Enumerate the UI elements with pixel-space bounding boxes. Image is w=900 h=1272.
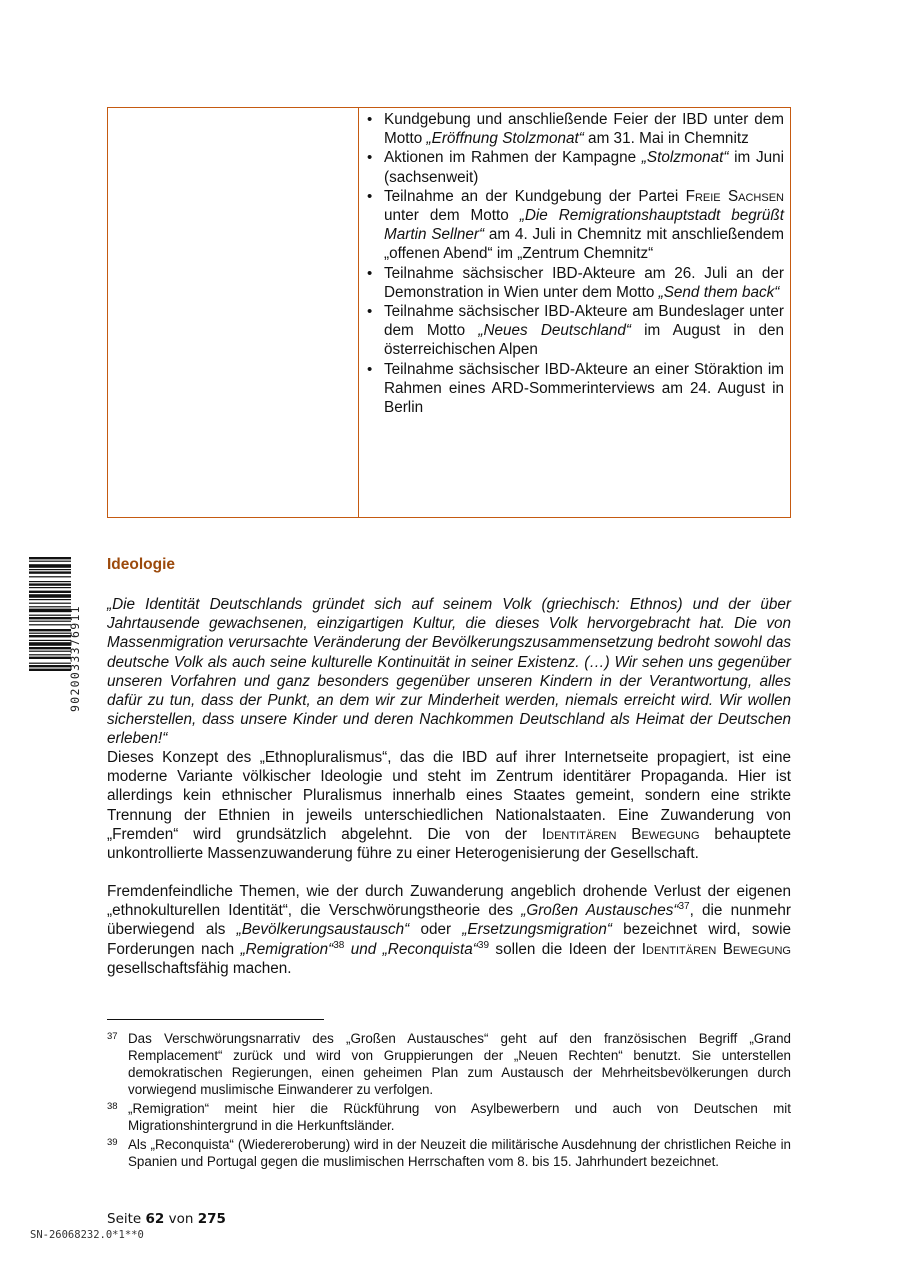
barcode-bar — [29, 615, 71, 616]
barcode-bar — [29, 569, 71, 570]
barcode-bar — [29, 599, 71, 600]
org-name: Identitären Bewegung — [641, 940, 791, 958]
paragraph-ethnopluralism: Dieses Konzept des „Ethnopluralismus“, das die IBD auf ihrer Internetseite propagiert, ist eine moderne Variante völkischer Ideologie und steht im Zentrum identitärer Propaganda. Hier ist allerdings kein ethnischer Pluralismus innerhalb eines Staates gemeint, sondern eine strikte Trennung der Ethnien in jeweils unterschiedlichen Nationalstaaten. Eine Zuwanderung von „Fremden“ wird grundsätzlich abgelehnt. Die von der Identitären Bewegung behauptete unkontrollierte Massenzuwanderung führe zu einer Heterogenisierung der Gesellschaft. — [107, 749, 791, 863]
barcode-bar — [29, 647, 71, 649]
page-number: Seite 62 von 275 — [107, 1211, 226, 1227]
barcode-bar — [29, 603, 71, 604]
barcode-bar — [29, 642, 71, 646]
footnote-ref-38[interactable]: 38 — [333, 939, 345, 951]
event-item: • Kundgebung und anschließende Feier der IBD unter dem Motto „Eröffnung Stolzmonat“ am 31. Mai in Chemnitz — [367, 110, 784, 148]
barcode-bar — [29, 624, 71, 625]
barcode-bar — [29, 629, 71, 631]
barcode-bar — [29, 635, 71, 637]
barcode-bar — [29, 591, 71, 593]
barcode-bar — [29, 581, 71, 582]
barcode-bar — [29, 587, 71, 588]
barcode-bar — [29, 657, 71, 659]
footnotes — [107, 1030, 791, 1172]
barcode — [29, 557, 71, 707]
footnote-38: 38 „Remigration“ meint hier die Rückführung von Asylbewerbern und auch von Deutschen mit Migrationshintergrund in die Herkunftsländer. — [107, 1101, 791, 1133]
event-item: • Teilnahme sächsischer IBD-Akteure an einer Störaktion im Rahmen eines ARD-Sommerinterviews am 24. August in Berlin — [367, 360, 784, 418]
barcode-bar — [29, 654, 71, 655]
barcode-bar — [29, 576, 71, 577]
footnote-separator — [107, 1019, 324, 1020]
barcode-bar — [29, 571, 71, 573]
barcode-bar — [29, 651, 71, 652]
barcode-bar — [29, 609, 71, 613]
paragraph-themes: Fremdenfeindliche Themen, wie der durch Zuwanderung angeblich drohende Verlust der eigenen „ethnokulturellen Identität“, die Verschwörungstheorie des „Großen Austausches“$^{37}$, die nunmehr überwiegend als „Bevölkerungsaustausch“ oder „Ersetzungsmigration“ bezeichnet wird, sowie Forderungen nach „Remigration“$^{38}$ und „Reconquista“$^{39}$ sollen die Ideen der Identitären Bewegung gesellschaftsfähig machen. — [107, 883, 791, 977]
barcode-bar — [29, 583, 71, 585]
barcode-bar — [29, 617, 71, 619]
footnote-ref-37[interactable]: 37 — [678, 901, 690, 913]
event-item: • Aktionen im Rahmen der Kampagne „Stolzmonat“ im Juni (sachsenweit) — [367, 148, 784, 186]
barcode-bar — [29, 621, 71, 622]
barcode-digits: 9020033376911 — [68, 605, 82, 712]
footnote-37: 37 Das Verschwörungsnarrativ des „Großen Austausches“ geht auf den französischen Begriff „Grand Remplacement“ zurück und wird von Gruppierungen der „Neuen Rechten“ benutzt. Sie unterstellen demokratischen Regierungen, einen geheimen Plan zum Austausch der Mehrheitsbevölkerungen durch vorwiegend muslimische Einwanderer zu verfolgen. — [107, 1031, 791, 1097]
barcode-bar — [29, 557, 71, 559]
barcode-bar — [29, 663, 71, 664]
barcode-bar — [29, 564, 71, 568]
events-list — [367, 110, 784, 417]
event-item: • Teilnahme sächsischer IBD-Akteure am 26. Juli an der Demonstration in Wien unter dem Motto „Send them back“ — [367, 264, 784, 302]
barcode-bar — [29, 665, 71, 667]
event-item: • Teilnahme an der Kundgebung der Partei Freie Sachsen unter dem Motto „Die Remigrationshauptstadt begrüßt Martin Sellner“ am 4. Juli in Chemnitz mit anschließendem „offenen Abend“ im „Zentrum Chemnitz“ — [367, 187, 784, 264]
section-heading: Ideologie — [107, 556, 176, 573]
barcode-bar — [29, 594, 71, 598]
barcode-bar — [29, 640, 71, 641]
table-column-divider — [358, 108, 359, 517]
barcode-bar — [29, 669, 71, 671]
event-item: • Teilnahme sächsischer IBD-Akteure am Bundeslager unter dem Motto „Neues Deutschland“ im August in den österreichischen Alpen — [367, 302, 784, 360]
barcode-bar — [29, 561, 71, 562]
document-id: SN-26068232.0*1**0 — [30, 1229, 144, 1241]
barcode-bar — [29, 633, 71, 634]
ideology-quote: „Die Identität Deutschlands gründet sich auf seinem Volk (griechisch: Ethnos) und der über Jahrtausende gewachsenen, einzigartigen Kultur, die dieses Volk hervorgebracht hat. Die von Massenmigration verursachte Veränderung der Bevölkerungszusammensetzung bedroht sowohl das deutsche Volk als auch seine kulturelle Kontinuität in seiner Existenz. (…) Wir sehen uns gegenüber unseren Vorfahren und ganz besonders gegenüber unseren Kindern in der Verantwortung, alles dafür zu tun, dass der Punkt, an dem wir zur Minderheit werden, niemals erreicht wird. Wir wollen sicherstellen, dass unsere Kinder und deren Nachkommen Deutschland als Heimat der Deutschen erleben!“ — [107, 596, 791, 748]
org-name: Identitären Bewegung — [541, 825, 700, 843]
events-table — [107, 107, 791, 518]
footnote-39: 39 Als „Reconquista“ (Wiedereroberung) wird in der Neuzeit die militärische Ausdehnung der christlichen Reiche in Spanien und Portugal gegen die muslimischen Herrschaften vom 8. bis 15. Jahrhundert bezeichnet. — [107, 1137, 791, 1169]
barcode-bar — [29, 606, 71, 607]
footnote-ref-39[interactable]: 39 — [477, 939, 490, 951]
